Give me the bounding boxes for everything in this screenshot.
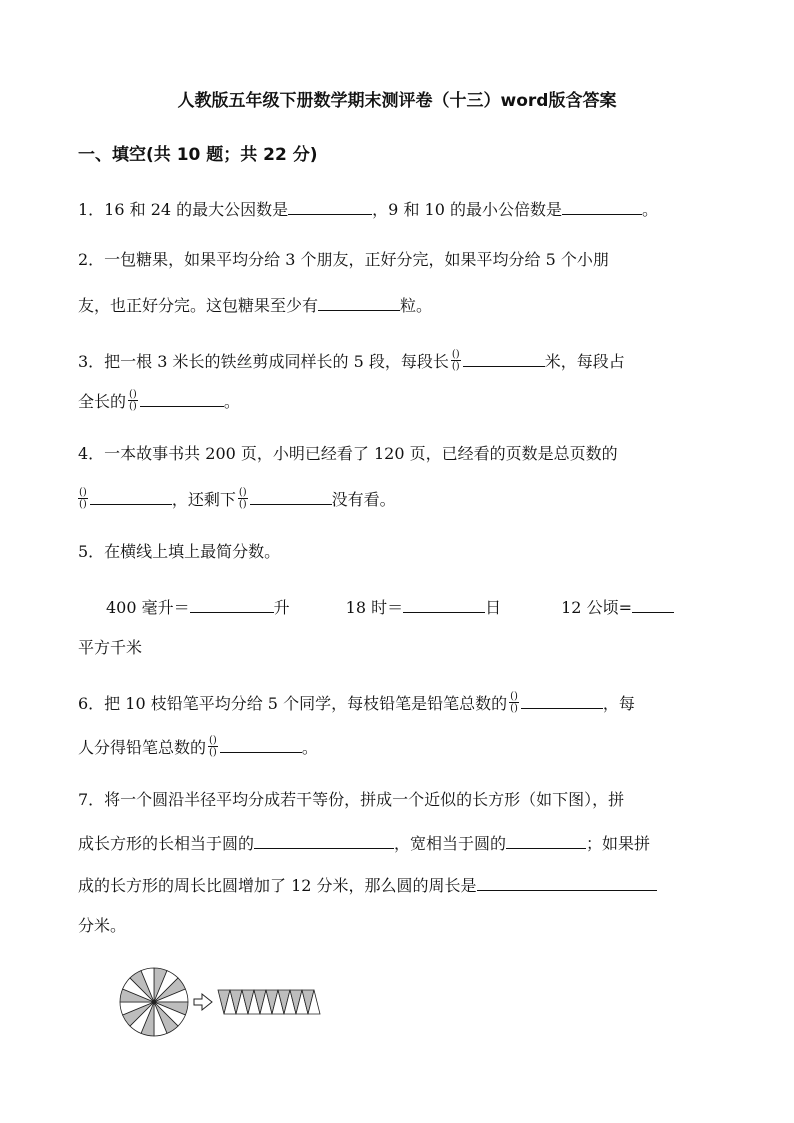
q6-text-b: ，每 [602,694,635,713]
q5-text-b1: 400 毫升＝ [106,598,190,617]
fraction-numerator: () [209,735,217,746]
q6-text-a: 6．把 10 枝铅笔平均分给 5 个同学，每枝铅笔是铅笔总数的 [78,694,508,713]
q2-blank-1[interactable] [318,292,400,311]
question-6-line-2 [78,734,318,758]
q7-blank-1[interactable] [254,830,394,849]
fraction-numerator: () [451,349,460,360]
question-3-line-1 [78,348,625,372]
question-4-line-1: 4．一本故事书共 200 页，小明已经看了 120 页，已经看的页数是总页数的 [78,444,618,463]
q3-blank-1[interactable] [463,348,545,367]
q1-text-c: 。 [641,200,658,219]
fraction-numerator: () [129,389,137,400]
question-7-line-3 [78,872,657,896]
q7-text-b: 成长方形的长相当于圆的 [78,834,255,853]
q3-text-d: 。 [223,392,240,411]
q2-text-b: 友，也正好分完。这包糖果至少有 [78,296,319,315]
q3-blank-2[interactable] [140,388,224,407]
question-3-line-2 [78,388,240,412]
q5-text-b2: 升 [273,598,290,617]
fraction-numerator: () [510,691,518,702]
q4-blank-1[interactable] [90,486,172,505]
question-7-line-2 [78,830,650,854]
q3-text-a: 3．把一根 3 米长的铁丝剪成同样长的 5 段，每段长 [78,352,449,371]
q1-blank-2[interactable] [562,196,642,215]
q4-blank-2[interactable] [250,486,332,505]
fraction-denominator: () [209,747,217,758]
q1-blank-1[interactable] [288,196,372,215]
fraction-denominator: () [79,499,87,510]
fraction-numerator: () [238,487,247,498]
q4-fraction-2 [238,487,248,510]
circle-to-rectangle-figure [118,964,328,1044]
q6-text-d: 。 [301,738,318,757]
q1-text-a: 1．16 和 24 的最大公因数是 [78,200,289,219]
q7-blank-3[interactable] [477,872,657,891]
q5-text-b5: 12 公顷= [561,598,632,617]
q5-blank-3[interactable] [632,594,674,613]
approximate-rectangle [218,990,320,1014]
q7-text-d: ；如果拼 [586,834,651,853]
q7-text-c: ，宽相当于圆的 [394,834,507,853]
q4-fraction-1 [78,487,88,510]
q1-text-b: ，9 和 10 的最小公倍数是 [372,200,562,219]
question-1 [78,196,658,220]
q3-fraction-1 [451,349,461,372]
q6-fraction-2 [208,735,218,758]
fraction-denominator: () [129,401,137,412]
q6-blank-2[interactable] [220,734,302,753]
arrow-icon [194,994,212,1010]
q3-text-c: 全长的 [78,392,127,411]
question-5-line-3: 平方千米 [78,638,143,657]
page-title: 人教版五年级下册数学期末测评卷（十三）word版含答案 [177,91,617,111]
question-2-line-2 [78,292,432,316]
q5-blank-2[interactable] [403,594,485,613]
q4-text-c: 没有看。 [331,490,396,509]
q7-blank-2[interactable] [506,830,586,849]
question-7-line-1: 7．将一个圆沿半径平均分成若干等份，拼成一个近似的长方形（如下图），拼 [78,790,625,809]
question-5-line-1: 5．在横线上填上最简分数。 [78,542,281,561]
q3-text-b: 米，每段占 [544,352,625,371]
question-5-line-2 [106,594,674,618]
q6-blank-1[interactable] [521,690,603,709]
q5-text-b3: 18 时＝ [345,598,404,617]
section-heading: 一、填空(共 10 题；共 22 分) [78,145,318,165]
question-2-line-1: 2．一包糖果，如果平均分给 3 个朋友，正好分完，如果平均分给 5 个小朋 [78,250,609,269]
question-6-line-1 [78,690,635,714]
q3-fraction-2 [128,389,138,412]
q6-fraction-1 [509,691,519,714]
q5-text-b4: 日 [485,598,502,617]
question-4-line-2 [78,486,396,510]
question-7-line-4: 分米。 [78,916,127,935]
sectored-circle [120,968,188,1036]
fraction-denominator: () [238,499,247,510]
q6-text-c: 人分得铅笔总数的 [78,738,207,757]
figure-svg [118,964,328,1040]
q5-blank-1[interactable] [190,594,274,613]
fraction-denominator: () [510,703,518,714]
fraction-numerator: () [79,487,87,498]
q7-text-e: 成的长方形的周长比圆增加了 12 分米，那么圆的周长是 [78,876,477,895]
q2-text-c: 粒。 [400,296,433,315]
fraction-denominator: () [451,361,460,372]
q4-text-b: ，还剩下 [171,490,236,509]
